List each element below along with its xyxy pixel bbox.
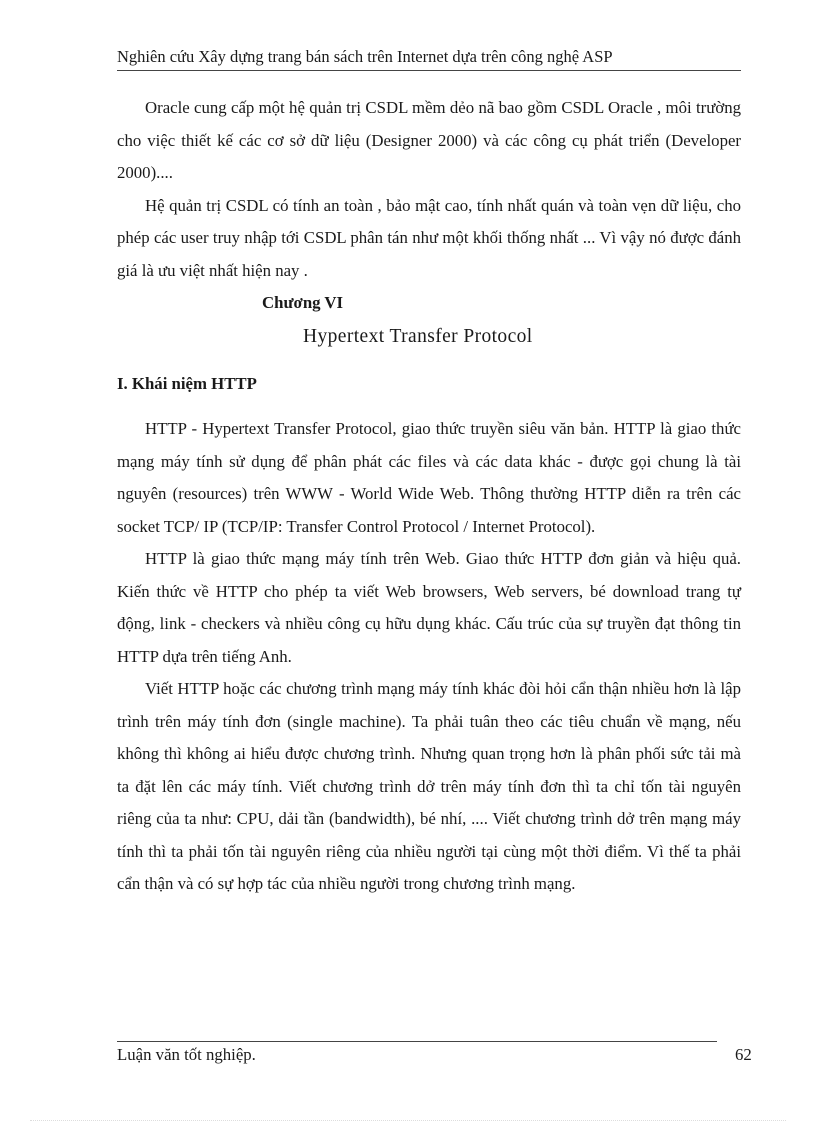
paragraph-http-network: Viết HTTP hoặc các chương trình mạng máy tính khác đòi hỏi cẩn thận nhiều hơn là lập trình trên máy tính đơn (single machine). Ta phải tuân theo các tiêu chuẩn về mạng, nếu không thì không ai hiểu được chương trình. Nhưng quan trọng hơn là phân phối sức tải mà ta đặt lên các máy tính. Viết chương trình dở trên máy tính đơn thì ta chỉ tốn tài nguyên riêng của ta như: CPU, dải tần (bandwidth), bé nhí, .... Viết chương trình dở trên mạng máy tính thì ta phải tốn tài nguyên riêng của nhiều người tại cùng một thời điểm. Vì thế ta phải cẩn thận và có sự hợp tác của nhiều người trong chương trình mạng. bbox=[117, 679, 741, 893]
chapter-title: Chương VI bbox=[262, 293, 344, 312]
paragraph-dbms: Hệ quản trị CSDL có tính an toàn , bảo mật cao, tính nhất quán và toàn vẹn dữ liệu, cho phép các user truy nhập tới CSDL phân tán như một khối thống nhất ... Vì vậy nó được đánh giá là ưu việt nhất hiện nay . bbox=[117, 195, 741, 280]
header-rule bbox=[117, 70, 741, 71]
page-body bbox=[117, 92, 741, 901]
section-heading: I. Khái niệm HTTP bbox=[117, 374, 257, 393]
page-number: 62 bbox=[735, 1045, 752, 1064]
running-header: Nghiên cứu Xây dựng trang bán sách trên Internet dựa trên công nghệ ASP bbox=[117, 47, 613, 66]
paragraph-oracle: Oracle cung cấp một hệ quản trị CSDL mềm dẻo nã bao gồm CSDL Oracle , môi trường cho việc thiết kế các cơ sở dữ liệu (Designer 2000) và các công cụ phát triển (Developer 2000).... bbox=[117, 98, 741, 182]
page-edge-divider bbox=[30, 1120, 786, 1121]
paragraph-http-definition: HTTP - Hypertext Transfer Protocol, giao thức truyền siêu văn bản. HTTP là giao thức mạng máy tính sử dụng để phân phát các files và các data khác - được gọi chung là tài nguyên (resources) trên WWW - World Wide Web. Thông thường HTTP diễn ra trên các socket TCP/ IP (TCP/IP: Transfer Control Protocol / Internet Protocol). bbox=[117, 419, 741, 536]
paragraph-http-web: HTTP là giao thức mạng máy tính trên Web. Giao thức HTTP đơn giản và hiệu quả. Kiến thức về HTTP cho phép ta viết Web browsers, Web servers, bé download trang tự động, link - checkers và nhiều công cụ hữu dụng khác. Cấu trúc của sự truyền đạt thông tin HTTP dựa trên tiếng Anh. bbox=[117, 549, 741, 666]
footer-label: Luận văn tốt nghiệp. bbox=[117, 1045, 256, 1064]
chapter-subtitle: Hypertext Transfer Protocol bbox=[303, 326, 533, 347]
footer-rule bbox=[117, 1041, 717, 1042]
